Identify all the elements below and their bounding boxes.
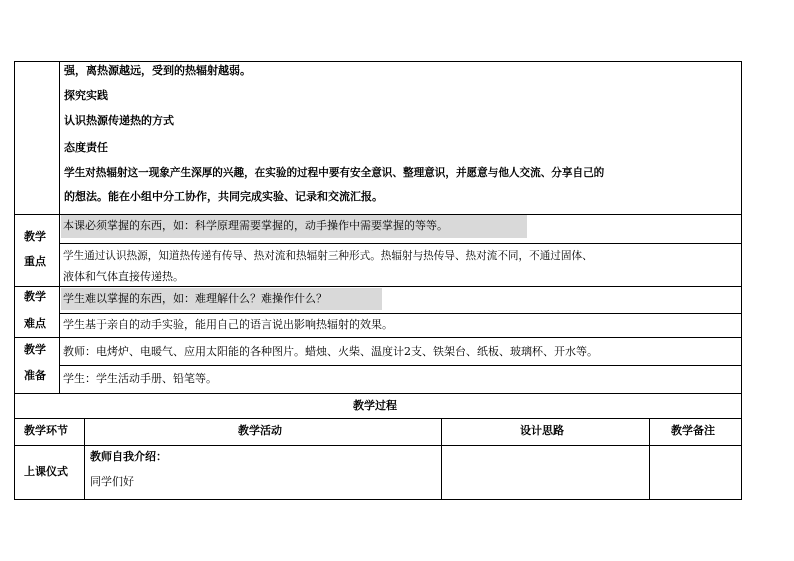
process-header-stage: 教学环节 — [24, 424, 68, 437]
process-row1-activity-2: 同学们好 — [90, 475, 134, 488]
row-divider-difficulties-inner — [59, 313, 742, 314]
process-row1-activity-1: 教师自我介绍： — [90, 450, 167, 463]
row-divider-process-headers — [14, 418, 742, 419]
row-divider-keypoints — [14, 214, 742, 215]
row-divider-headers-bottom — [14, 445, 742, 446]
key-points-hint: 本课必须掌握的东西，如：科学原理需要掌握的，动手操作中需要掌握的等等。 — [63, 219, 448, 232]
table-left-border — [14, 61, 15, 499]
row-divider-keypoints-inner — [59, 243, 742, 244]
objectives-line-1: 强，离热源越远，受到的热辐射越弱。 — [64, 64, 251, 77]
preparation-student: 学生：学生活动手册、铅笔等。 — [63, 372, 217, 385]
row-divider-preparation-inner — [59, 365, 742, 366]
difficulties-label-1: 教学 — [24, 290, 46, 303]
row-divider-difficulties — [14, 286, 742, 287]
process-header-notes: 教学备注 — [671, 424, 715, 437]
key-points-label-2: 重点 — [24, 255, 46, 268]
key-points-label-1: 教学 — [24, 230, 46, 243]
objectives-line-attitude-2: 的想法。能在小组中分工协作，共同完成实验、记录和交流汇报。 — [64, 190, 383, 203]
process-header-activity: 教学活动 — [238, 424, 282, 437]
preparation-label-2: 准备 — [24, 369, 46, 382]
process-col-divider-2 — [441, 418, 442, 499]
preparation-label-1: 教学 — [24, 343, 46, 356]
table-top-border — [14, 61, 742, 62]
label-column-divider — [59, 61, 60, 393]
objectives-line-inquiry: 认识热源传递热的方式 — [64, 114, 174, 127]
preparation-teacher: 教师：电烤炉、电暖气、应用太阳能的各种图片。蜡烛、火柴、温度计2支、铁架台、纸板、玻璃杯、开水等。 — [63, 345, 598, 358]
table-bottom-border — [14, 499, 742, 500]
process-col-divider-1 — [84, 418, 85, 499]
key-points-line-1: 学生通过认识热源，知道热传递有传导、热对流和热辐射三种形式。热辐射与热传导、热对流不同，不通过固体、 — [63, 250, 593, 262]
key-points-line-2: 液体和气体直接传递热。 — [63, 270, 184, 283]
row-divider-preparation — [14, 337, 742, 338]
objectives-line-attitude-1: 学生对热辐射这一现象产生深厚的兴趣，在实验的过程中要有安全意识、整理意识，并愿意与他人交流、分享自己的 — [64, 167, 605, 179]
table-right-border — [741, 61, 742, 499]
row-divider-process-title — [14, 393, 742, 394]
process-title: 教学过程 — [353, 399, 397, 412]
difficulties-text: 学生基于亲自的动手实验，能用自己的语言说出影响热辐射的效果。 — [63, 318, 393, 331]
objectives-heading-inquiry: 探究实践 — [64, 89, 108, 102]
difficulties-label-2: 难点 — [24, 317, 46, 330]
process-header-design: 设计思路 — [520, 424, 564, 437]
process-col-divider-3 — [649, 418, 650, 499]
difficulties-hint: 学生难以掌握的东西，如：难理解什么？难操作什么？ — [63, 292, 327, 305]
process-row1-stage: 上课仪式 — [24, 465, 68, 478]
objectives-heading-attitude: 态度责任 — [64, 141, 108, 154]
